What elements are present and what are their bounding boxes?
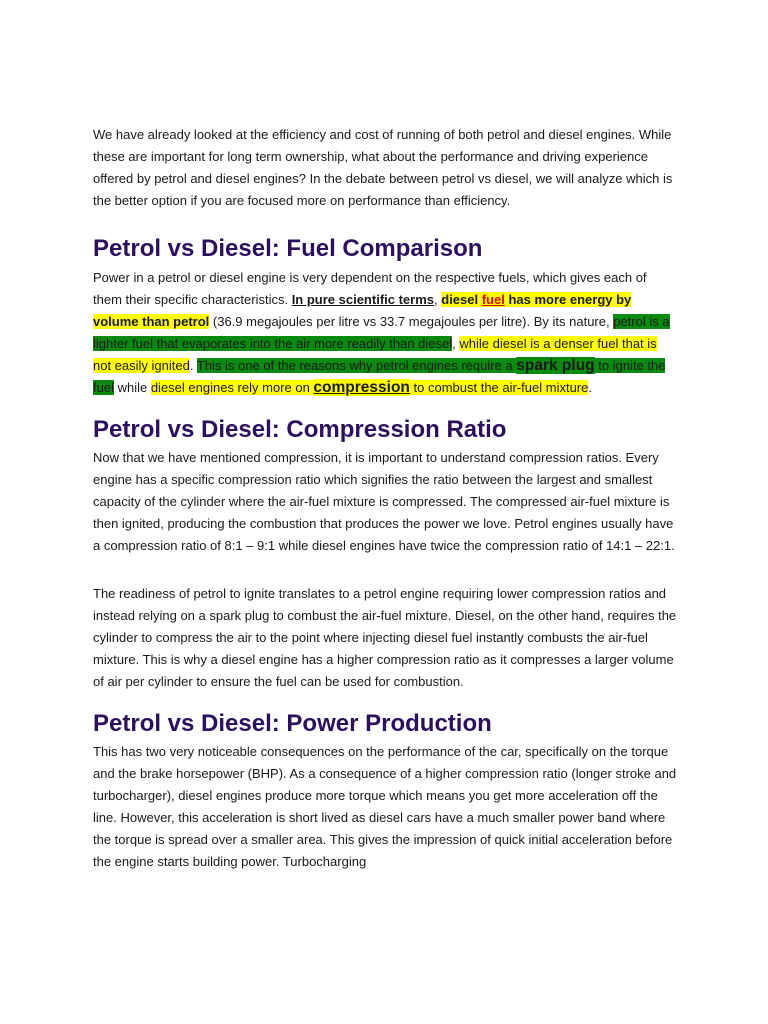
compression-keyword: compression (313, 379, 410, 396)
highlight-span: to combust the air-fuel mixture (409, 380, 589, 395)
compression-paragraph-1: Now that we have mentioned compression, it is important to understand compression ratios. Every engine has a specific compression ratio which signifies the ratio between the largest and smallest capacity of the cylinder where the air-fuel mixture is compressed. The compressed air-fuel mixture is then ignited, producing the combustion that produces the power we love. Petrol engines usually have a compression ratio of 8:1 – 9:1 while diesel engines have twice the compression ratio of 14:1 – 22:1. (93, 450, 675, 553)
intro-paragraph: We have already looked at the efficiency and cost of running of both petrol and diesel engines. While these are important for long term ownership, what about the performance and driving experience offered by petrol and diesel engines? In the debate between petrol vs diesel, we will analyze which is the better option if you are focused more on performance than efficiency. (93, 127, 673, 208)
green-highlight-span: This is one of the reasons why petrol engines require a (196, 358, 517, 373)
text-span: . (588, 380, 592, 395)
green-highlight-span: to ignite the fuel (93, 358, 666, 395)
fuel-comparison-paragraph (93, 267, 678, 399)
text-span: . (189, 358, 197, 373)
emphasis-span: In pure scientific terms (291, 292, 435, 307)
text-span: , (434, 292, 442, 307)
highlight-span: diesel engines rely more on (150, 380, 314, 395)
power-paragraph: This has two very noticeable consequences on the performance of the car, specifically on the torque and the brake horsepower (BHP). As a consequence of a higher compression ratio (longer stroke and turbocharger), diesel engines produce more torque which means you get more acceleration off the line. However, this acceleration is short lived as diesel cars have a much smaller power band where the torque is spread over a smaller area. This gives the impression of quick initial acceleration before the engine starts building power. Turbocharging (93, 744, 677, 869)
spark-plug-keyword: spark plug (516, 357, 595, 374)
highlight-span: has more energy by volume than petrol (93, 292, 632, 329)
compression-paragraph-2: The readiness of petrol to ignite translates to a petrol engine requiring lower compression ratios and instead relying on a spark plug to combust the air-fuel mixture. Diesel, on the other hand, requires the cylinder to compress the air to the point where injecting diesel fuel instantly combusts the air-fuel mixture. This is why a diesel engine has a higher compression ratio as it compresses a larger volume of air per cylinder to ensure the fuel can be used for combustion. (93, 586, 677, 689)
text-span: (36.9 megajoules per litre vs 33.7 megajoules per litre). By its nature, (209, 314, 614, 329)
heading-power-production: Petrol vs Diesel: Power Production (93, 710, 492, 737)
green-highlight-span: petrol is a lighter fuel that evaporates into the air more readily than diesel (93, 314, 670, 351)
article-body (93, 124, 678, 873)
text-span: Power in a petrol or diesel engine is very dependent on the respective fuels, which gives each of them their specific characteristics. (93, 270, 647, 307)
fuel-link[interactable]: fuel (481, 292, 505, 307)
highlight-span: diesel (441, 292, 482, 307)
highlight-span: while diesel is a denser fuel that is not easily ignited (93, 336, 657, 373)
heading-compression-ratio: Petrol vs Diesel: Compression Ratio (93, 416, 507, 443)
text-span: while (113, 380, 151, 395)
heading-fuel-comparison: Petrol vs Diesel: Fuel Comparison (93, 235, 483, 262)
text-span: , (452, 336, 460, 351)
